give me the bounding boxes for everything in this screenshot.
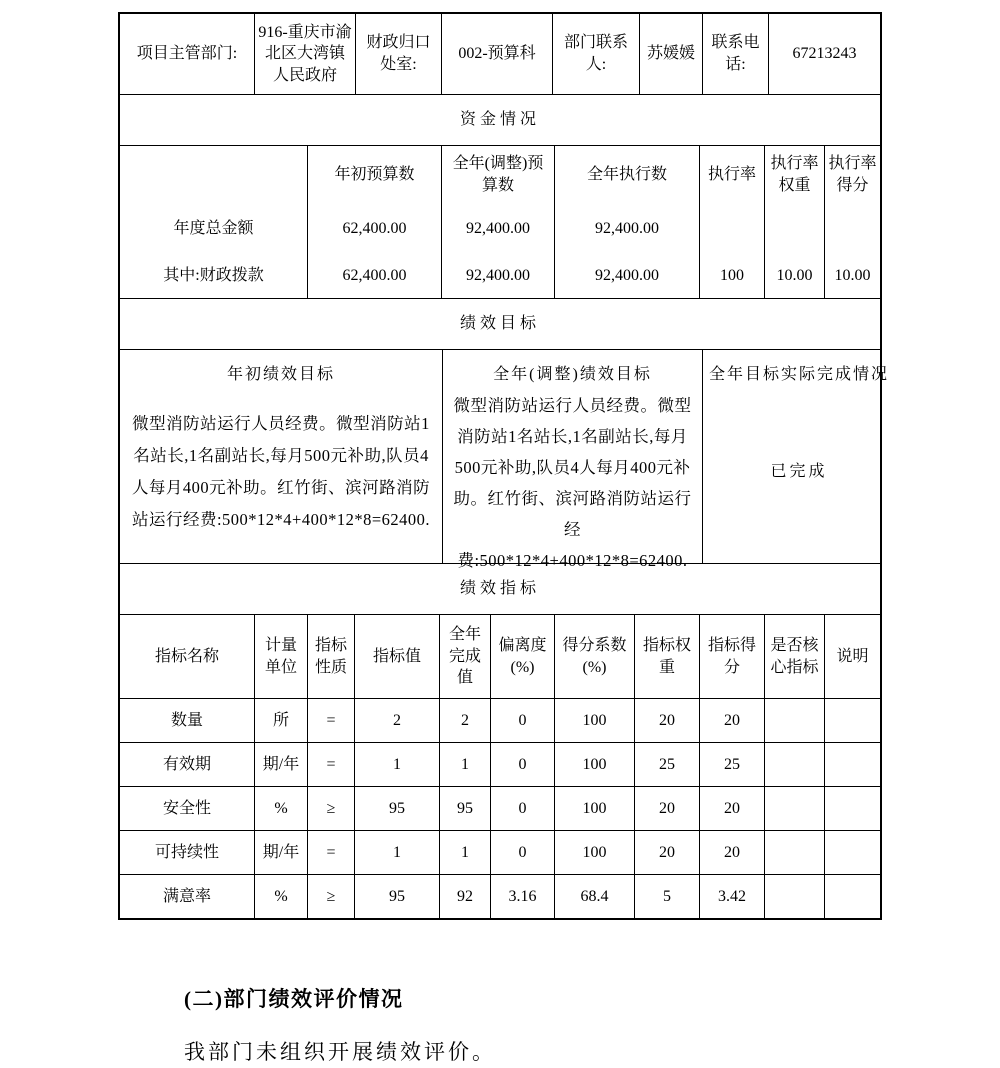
goal-col-initial [120,350,442,563]
funding-col-labels [120,146,307,298]
section-title-goals: 绩效目标 [120,298,880,349]
cell-completed-value: 1 [439,743,490,786]
finance-office-value: 002-预算科 [441,14,552,94]
cell-score: 20 [699,699,764,742]
funding-row1-label: 年度总金额 [173,219,254,237]
project-dept-value: 916-重庆市渝北区大湾镇人民政府 [254,14,355,94]
col-header-score-coefficient: 得分系数(%) [554,615,634,698]
col-header-deviation: 偏离度(%) [490,615,554,698]
funding-row2-exec-rate: 100 [720,266,744,284]
cell-nature: = [307,743,354,786]
col-header-unit: 计量单位 [254,615,307,698]
cell-name: 满意率 [162,887,211,905]
col-header-indicator-name: 指标名称 [154,647,219,665]
funding-row2-initial-budget: 62,400.00 [342,266,407,284]
goal-adjusted-body: 微型消防站运行人员经费。微型消防站1名站长,1名副站长,每月500元补助,队员4人每月400元补助。红竹街、滨河路消防站运行经费:500*12*4+400*12*8=62400. [453,395,692,570]
cell-deviation: 0 [490,699,554,742]
cell-unit: % [254,875,307,918]
contact-person-label: 部门联系人: [552,14,639,94]
performance-report-table [118,12,890,920]
goal-actual-status: 已完成 [770,462,828,480]
cell-deviation: 0 [490,743,554,786]
indicators-header-row [120,614,880,698]
cell-score-coefficient: 68.4 [554,875,634,918]
funding-col-executed [554,146,699,298]
cell-completed-value: 2 [439,699,490,742]
cell-completed-value: 1 [439,831,490,874]
cell-note [824,831,880,874]
cell-nature: = [307,699,354,742]
cell-score: 20 [699,787,764,830]
funding-col-adjusted-budget [441,146,554,298]
cell-nature: ≥ [307,875,354,918]
cell-score: 3.42 [699,875,764,918]
funding-row2-adjusted-budget: 92,400.00 [466,266,530,284]
finance-office-label: 财政归口处室: [355,14,441,94]
cell-unit: 期/年 [254,831,307,874]
funding-header-rate-score: 执行率得分 [828,155,877,194]
funding-header-rate-weight: 执行率权重 [770,155,819,194]
funding-header-adjusted-budget: 全年(调整)预算数 [452,155,544,194]
cell-score-coefficient: 100 [554,743,634,786]
funding-header-initial-budget: 年初预算数 [334,166,415,184]
funding-row1-executed: 92,400.00 [595,219,659,237]
contact-phone-value: 67213243 [768,14,880,94]
cell-name: 安全性 [162,799,211,817]
funding-row1-initial-budget: 62,400.00 [342,219,407,237]
cell-deviation: 0 [490,787,554,830]
contact-person-value: 苏媛媛 [639,14,702,94]
goal-initial-header: 年初绩效目标 [226,366,335,383]
project-info-row [120,14,880,94]
funding-row2-executed: 92,400.00 [595,266,659,284]
funding-header-blank [120,146,307,204]
cell-weight: 25 [634,743,699,786]
funding-header-executed: 全年执行数 [586,166,667,184]
cell-nature: = [307,831,354,874]
cell-target-value: 1 [354,831,439,874]
cell-core-indicator [764,743,824,786]
cell-target-value: 95 [354,875,439,918]
funding-row1-rate-score [825,204,880,254]
col-header-completed-value: 全年完成值 [439,615,490,698]
cell-score: 25 [699,743,764,786]
goals-table [120,349,890,570]
funding-row2-label: 其中:财政拨款 [163,266,264,284]
col-header-nature: 指标性质 [307,615,354,698]
funding-col-rate-weight [764,146,824,298]
cell-core-indicator [764,699,824,742]
cell-completed-value: 95 [439,787,490,830]
col-header-score: 指标得分 [699,615,764,698]
indicator-row-satisfaction [120,874,880,918]
col-header-note: 说明 [824,615,880,698]
col-header-core-indicator: 是否核心指标 [764,615,824,698]
section-heading-dept-evaluation: (二)部门绩效评价情况 [184,987,404,1011]
col-header-weight: 指标权重 [634,615,699,698]
funding-row1-exec-rate [700,204,764,254]
cell-note [824,787,880,830]
section-title-funding: 资金情况 [120,94,880,145]
funding-col-initial-budget [307,146,441,298]
cell-core-indicator [764,831,824,874]
goal-initial-body: 微型消防站运行人员经费。微型消防站1名站长,1名副站长,每月500元补助,队员4人每月400元补助。红竹街、滨河路消防站运行经费:500*12*4+400*12*8=62400. [131,413,431,529]
cell-core-indicator [764,787,824,830]
funding-col-rate-score [824,146,880,298]
funding-header-exec-rate: 执行率 [707,166,756,184]
cell-note [824,699,880,742]
goal-actual-header: 全年目标实际完成情况 [709,366,890,383]
contact-phone-label: 联系电话: [702,14,768,94]
cell-score-coefficient: 100 [554,699,634,742]
col-header-target-value: 指标值 [354,615,439,698]
cell-deviation: 0 [490,831,554,874]
cell-weight: 20 [634,699,699,742]
cell-target-value: 1 [354,743,439,786]
cell-weight: 5 [634,875,699,918]
funding-row1-adjusted-budget: 92,400.00 [466,219,530,237]
cell-name: 可持续性 [154,843,219,861]
cell-nature: ≥ [307,787,354,830]
cell-name: 有效期 [162,755,211,773]
funding-row2-rate-weight: 10.00 [776,266,813,284]
project-dept-label: 项目主管部门: [136,45,238,63]
cell-target-value: 2 [354,699,439,742]
cell-weight: 20 [634,831,699,874]
cell-target-value: 95 [354,787,439,830]
cell-unit: 期/年 [254,743,307,786]
funding-row1-rate-weight [765,204,824,254]
cell-weight: 20 [634,787,699,830]
indicator-row-safety [120,786,880,830]
goal-col-adjusted [442,350,702,570]
cell-score: 20 [699,831,764,874]
section-title-indicators: 绩效指标 [120,563,880,614]
funding-row2-rate-score: 10.00 [834,266,871,284]
indicator-row-validity [120,742,880,786]
cell-core-indicator [764,875,824,918]
cell-unit: % [254,787,307,830]
cell-score-coefficient: 100 [554,787,634,830]
indicator-row-sustainability [120,830,880,874]
goal-adjusted-header: 全年(调整)绩效目标 [493,366,652,383]
dept-evaluation-text: 我部门未组织开展绩效评价。 [184,1040,496,1064]
cell-completed-value: 92 [439,875,490,918]
goal-col-actual [702,350,895,563]
cell-deviation: 3.16 [490,875,554,918]
indicator-row-quantity [120,698,880,742]
cell-unit: 所 [254,699,307,742]
cell-name: 数量 [170,711,203,729]
cell-score-coefficient: 100 [554,831,634,874]
funding-table [120,145,880,298]
funding-col-exec-rate [699,146,764,298]
cell-note [824,875,880,918]
cell-note [824,743,880,786]
